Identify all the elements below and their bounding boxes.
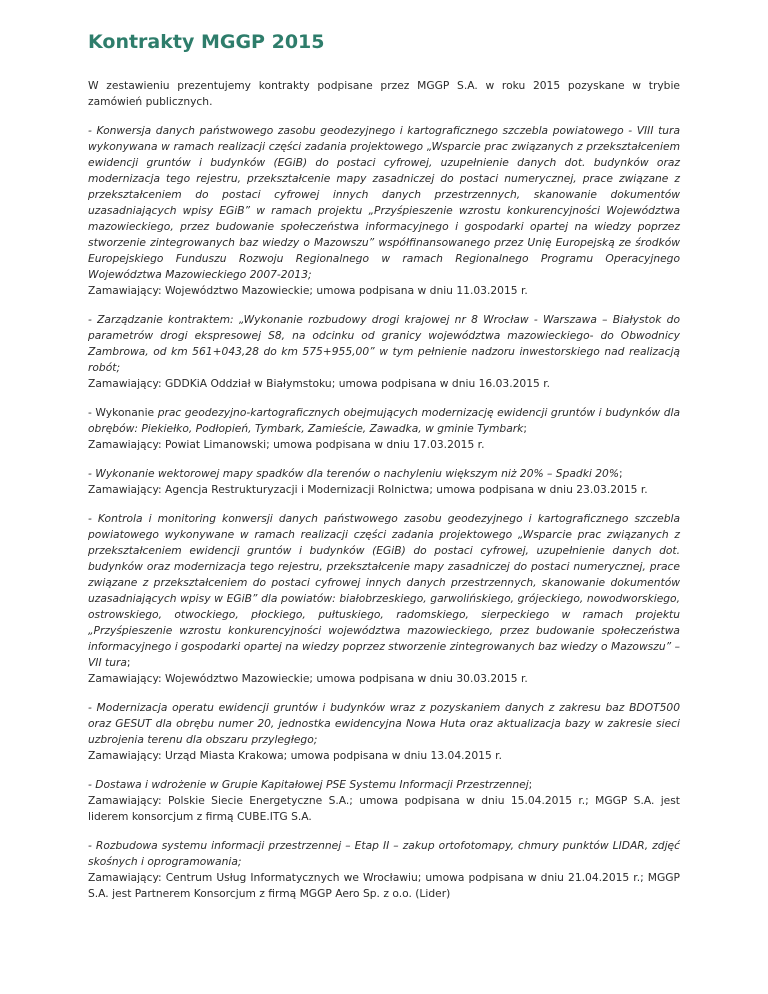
contract-item-8 (88, 838, 680, 902)
page-title: Kontrakty MGGP 2015 (88, 31, 325, 53)
contract-details: Zamawiający: GDDKiA Oddział w Białymstoku; umowa podpisana w dniu 16.03.2015 r. (88, 377, 551, 390)
contract-suffix: ; (523, 422, 527, 435)
contract-item-7 (88, 777, 680, 825)
contract-item-6 (88, 700, 680, 764)
document-page (88, 30, 680, 915)
contract-prefix: - Wykonanie (88, 406, 158, 419)
contract-description: - Modernizacja operatu ewidencji gruntów i budynków wraz z pozyskaniem danych z zakresu baz BDOT500 oraz GESUT dla obrębu numer 20, jednostka ewidencyjna Nowa Huta oraz aktualizacja bazy w zakresie sieci uzbrojenia terenu dla obszaru przyległego; (88, 701, 680, 746)
contract-item-3 (88, 405, 680, 453)
contract-details: Zamawiający: Powiat Limanowski; umowa podpisana w dniu 17.03.2015 r. (88, 438, 485, 451)
contract-details: Zamawiający: Polskie Siecie Energetyczne S.A.; umowa podpisana w dniu 15.04.2015 r.; MGGP S.A. jest liderem konsorcjum z firmą CUBE.ITG S.A. (88, 794, 680, 823)
contract-suffix: ; (126, 656, 131, 669)
contract-item-5 (88, 511, 680, 687)
contract-details: Zamawiający: Centrum Usług Informatycznych we Wrocławiu; umowa podpisana w dniu 21.04.2015 r.; MGGP S.A. jest Partnerem Konsorcjum z firmą MGGP Aero Sp. z o.o. (Lider) (88, 871, 680, 900)
contract-description: - Kontrola i monitoring konwersji danych państwowego zasobu geodezyjnego i kartograficznego szczebla powiatowego wykonywane w ramach realizacji części zadania projektowego „Wsparcie prac związanych z przekształceniem ewidencji gruntów i budynków (EGiB) do postaci cyfrowej, uzupełnienie danych dot. budynków oraz modernizacja tego rejestru, przekształcenie mapy zasadniczej do postaci numerycznej, prace związane z przekształceniem do postaci cyfrowej innych danych przestrzennych, skanowanie dokumentów uzasadniających wpisy w EGiB” dla powiatów: białobrzeskiego, garwolińskiego, grójeckiego, nowodworskiego, ostrowskiego, otwockiego, płockiego, pułtuskiego, radomskiego, sierpeckiego w ramach projektu „Przyśpieszenie wzrostu konkurencyjności województwa mazowieckiego, przez budowanie społeczeństwa informacyjnego i gospodarki opartej na wiedzy poprzez stworzenie zintegrowanych baz wiedzy o Mazowszu” – VII tura (88, 512, 680, 669)
contract-item-2 (88, 312, 680, 392)
contract-details: Zamawiający: Województwo Mazowieckie; umowa podpisana w dniu 11.03.2015 r. (88, 284, 528, 297)
contract-description: - Konwersja danych państwowego zasobu geodezyjnego i kartograficznego szczebla powiatowego - VIII tura wykonywana w ramach realizacji części zadania projektowego „Wsparcie prac związanych z przekształceniem ewidencji gruntów i budynków (EGiB) do postaci cyfrowej, uzupełnienie danych dot. budynków oraz modernizacja tego rejestru, przekształcenie mapy zasadniczej do postaci numerycznej, prace związane z przekształceniem do postaci cyfrowej innych danych przestrzennych, skanowanie dokumentów uzasadniających wpisy EGiB” w ramach projektu „Przyśpieszenie wzrostu konkurencyjności Województwa mazowieckiego, przez budowanie społeczeństwa informacyjnego i gospodarki opartej na wiedzy poprzez stworzenie zintegrowanych baz wiedzy o Mazowszu” współfinansowanego przez Unię Europejską ze środków Europejskiego Funduszu Rozwoju Regionalnego w ramach Regionalnego Programu Operacyjnego Województwa Mazowieckiego 2007-2013; (88, 124, 680, 281)
contract-details: Zamawiający: Województwo Mazowieckie; umowa podpisana w dniu 30.03.2015 r. (88, 672, 528, 685)
contract-description: - Dostawa i wdrożenie w Grupie Kapitałowej PSE Systemu Informacji Przestrzennej (88, 778, 529, 791)
contract-suffix: ; (619, 467, 623, 480)
contract-item-1 (88, 123, 680, 299)
contract-description: - Rozbudowa systemu informacji przestrzennej – Etap II – zakup ortofotomapy, chmury punktów LIDAR, zdjęć skośnych i oprogramowania; (88, 839, 680, 868)
contract-details: Zamawiający: Agencja Restrukturyzacji i Modernizacji Rolnictwa; umowa podpisana w dniu 23.03.2015 r. (88, 483, 648, 496)
contract-details: Zamawiający: Urząd Miasta Krakowa; umowa podpisana w dniu 13.04.2015 r. (88, 749, 502, 762)
contract-description: - Wykonanie wektorowej mapy spadków dla terenów o nachyleniu większym niż 20% – Spadki 20% (88, 467, 619, 480)
contract-description: - Zarządzanie kontraktem: „Wykonanie rozbudowy drogi krajowej nr 8 Wrocław - Warszawa – Białystok do parametrów drogi ekspresowej S8, na odcinku od granicy województwa mazowieckiego- do Obwodnicy Zambrowa, od km 561+043,28 do km 575+955,00” w tym pełnienie nadzoru inwestorskiego nad realizacją robót; (88, 313, 680, 374)
contract-description: prac geodezyjno-kartograficznych obejmujących modernizację ewidencji gruntów i budynków dla obrębów: Piekiełko, Podłopień, Tymbark, Zamieście, Zawadka, w gminie Tymbark (88, 406, 680, 435)
contract-item-4 (88, 466, 680, 498)
contract-suffix: ; (528, 778, 533, 791)
intro-paragraph: W zestawieniu prezentujemy kontrakty podpisane przez MGGP S.A. w roku 2015 pozyskane w trybie zamówień publicznych. (88, 79, 680, 108)
